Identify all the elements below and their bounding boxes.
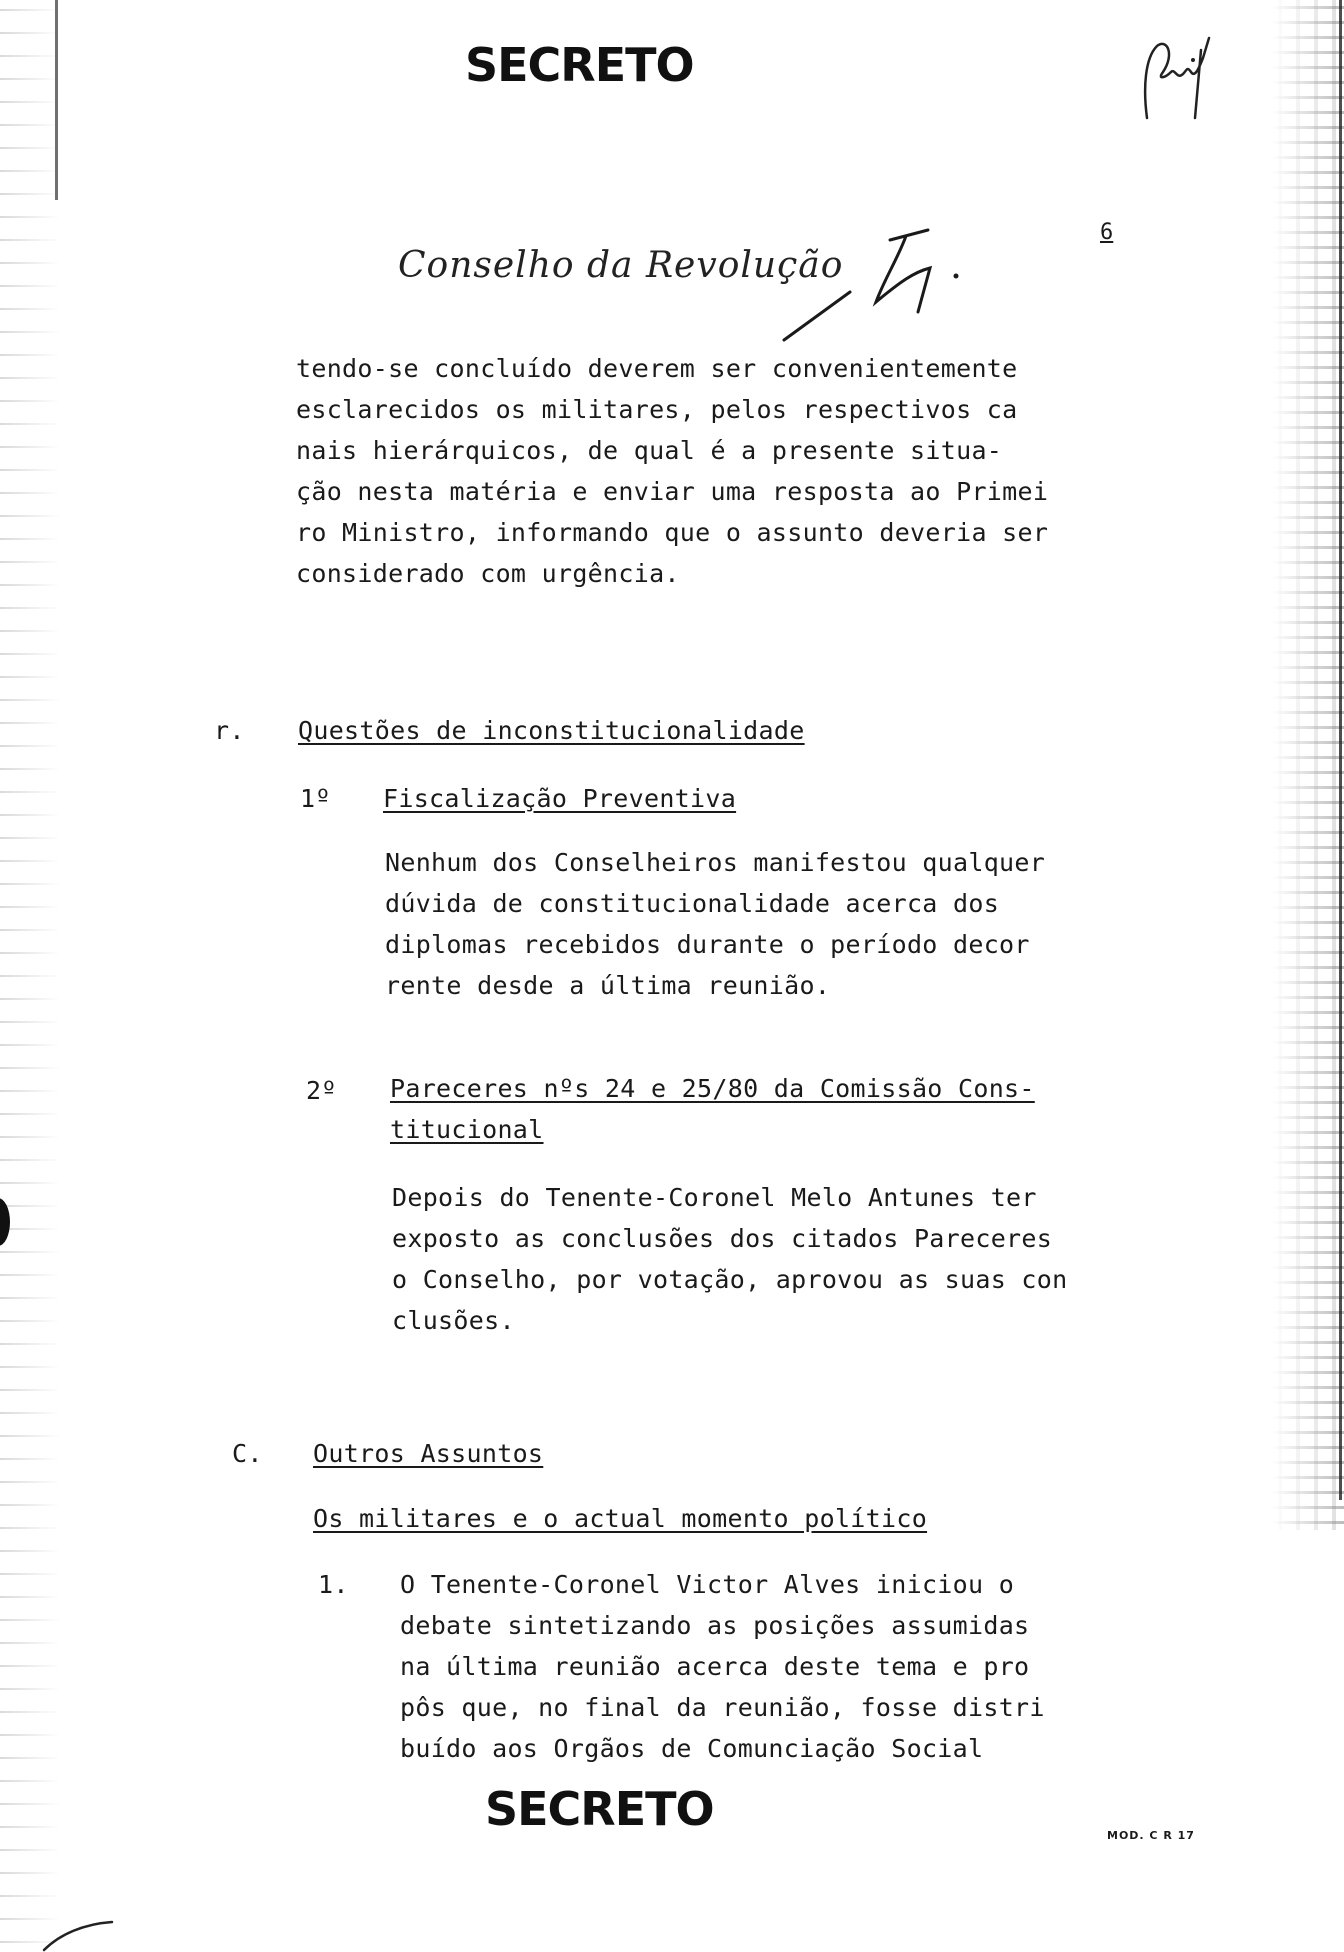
- item-number: 1º: [300, 784, 331, 813]
- item-title: Fiscalização Preventiva: [383, 784, 737, 813]
- text-line: dúvida de constitucionalidade acerca dos: [385, 889, 1000, 918]
- section-b-marker: r.: [214, 716, 245, 745]
- scan-edge-left: [0, 0, 60, 1952]
- item-title-line: titucional: [390, 1115, 544, 1144]
- text-line: exposto as conclusões dos citados Pareceres: [392, 1224, 1053, 1253]
- text-line: debate sintetizando as posições assumidas: [400, 1611, 1030, 1640]
- section-c-title: Outros Assuntos: [313, 1439, 544, 1468]
- text-line: Nenhum dos Conselheiros manifestou qualquer: [385, 848, 1046, 877]
- fiscalizacao-paragraph: [385, 842, 1045, 1006]
- text-line: o Conselho, por votação, aprovou as suas con: [392, 1265, 1068, 1294]
- text-line: O Tenente-Coronel Victor Alves iniciou o: [400, 1570, 1015, 1599]
- section-c-subtitle: Os militares e o actual momento político: [313, 1504, 928, 1533]
- scan-edge-right: [1264, 0, 1344, 1530]
- text-line: Depois do Tenente-Coronel Melo Antunes ter: [392, 1183, 1037, 1212]
- text-line: buído aos Orgãos de Comunciação Social: [400, 1734, 984, 1763]
- item-title: [390, 1068, 1035, 1150]
- form-code: MOD. C R 17: [1107, 1829, 1195, 1842]
- item-number: 2º: [306, 1076, 337, 1105]
- text-line: pôs que, no final da reunião, fosse distri: [400, 1693, 1045, 1722]
- text-line: na última reunião acerca deste tema e pro: [400, 1652, 1030, 1681]
- text-line: tendo-se concluído deverem ser convenientemente: [296, 354, 1018, 383]
- text-line: clusões.: [392, 1306, 515, 1335]
- classification-stamp-bottom: SECRETO: [485, 1782, 714, 1836]
- item-title-line: Pareceres nºs 24 e 25/80 da Comissão Cons-: [390, 1074, 1035, 1103]
- section-b-title: Questões de inconstitucionalidade: [298, 716, 805, 745]
- corner-pen-mark: [40, 1920, 120, 1952]
- page-number: 6: [1100, 220, 1114, 245]
- text-line: esclarecidos os militares, pelos respectivos ca: [296, 395, 1018, 424]
- handwritten-initials: [1135, 28, 1225, 128]
- handwritten-signature: [780, 222, 970, 347]
- militares-paragraph: [400, 1564, 1045, 1769]
- scan-edge-left-line: [55, 0, 58, 200]
- text-line: nais hierárquicos, de qual é a presente situa-: [296, 436, 1003, 465]
- continuation-paragraph: [296, 348, 1048, 594]
- text-line: diplomas recebidos durante o período decor: [385, 930, 1030, 959]
- text-line: ção nesta matéria e enviar uma resposta ao Primei: [296, 477, 1049, 506]
- text-line: rente desde a última reunião.: [385, 971, 831, 1000]
- letterhead: Conselho da Revolução: [398, 245, 844, 286]
- item-number: 1.: [318, 1570, 349, 1599]
- classification-stamp-top: SECRETO: [465, 38, 694, 92]
- text-line: ro Ministro, informando que o assunto deveria ser: [296, 518, 1049, 547]
- section-c-marker: C.: [232, 1439, 263, 1468]
- text-line: considerado com urgência.: [296, 559, 680, 588]
- pareceres-paragraph: [392, 1177, 1067, 1341]
- scan-edge-right-line: [1339, 0, 1342, 1500]
